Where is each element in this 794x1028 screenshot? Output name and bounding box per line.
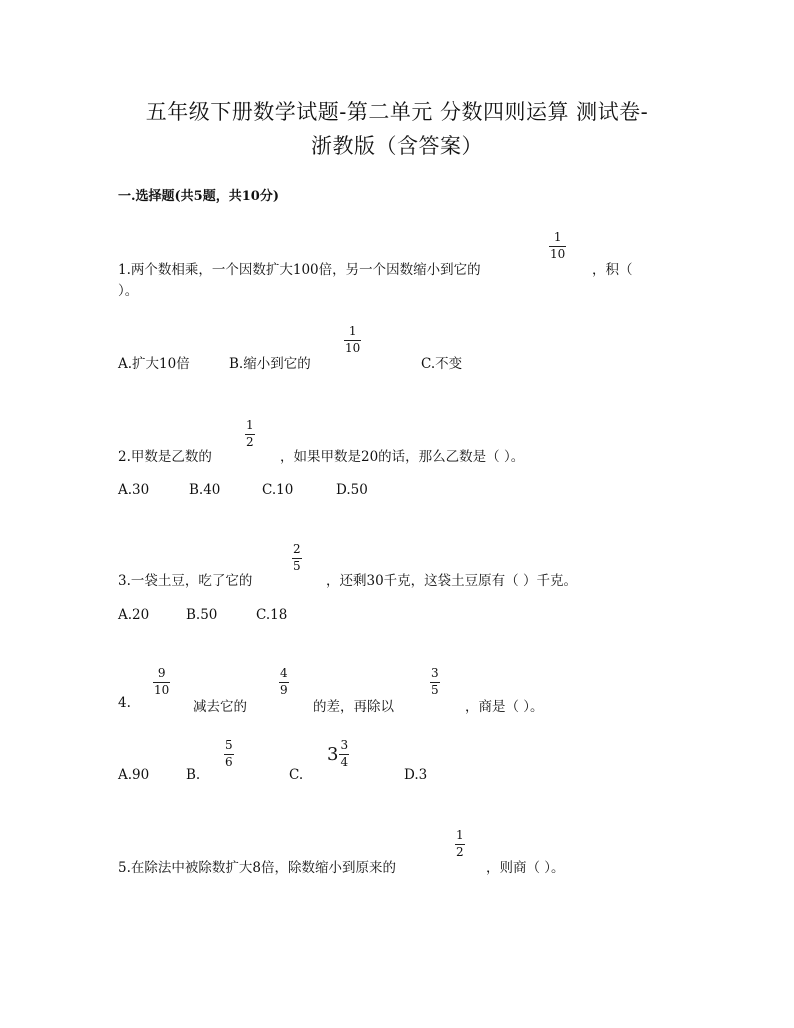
page-title-line-1: 五年级下册数学试题-第二单元 分数四则运算 测试卷-: [145, 100, 649, 124]
question-5-fraction: [455, 829, 465, 859]
question-4-option-b: B.: [186, 767, 201, 783]
fraction-numerator: 1: [246, 418, 254, 432]
question-2-option-b: B.40: [189, 482, 221, 498]
fraction-denominator: 10: [345, 341, 361, 355]
question-4-text-after: ，商是（ ）。: [465, 699, 544, 715]
fraction-denominator: 2: [246, 435, 254, 449]
fraction-denominator: 10: [154, 683, 170, 697]
question-2-text: 2.甲数是乙数的: [118, 449, 212, 465]
fraction-numerator: 2: [293, 542, 301, 556]
question-1-text: 1.两个数相乘，一个因数扩大100倍，另一个因数缩小到它的: [118, 262, 481, 278]
question-2-option-d: D.50: [336, 482, 368, 498]
question-1-option-a: A.扩大10倍: [118, 356, 190, 372]
question-4-text: 4.: [118, 695, 131, 711]
question-1-fraction: [549, 231, 566, 261]
mixed-number-whole: 3: [327, 743, 339, 765]
fraction-numerator: 1: [348, 324, 357, 338]
question-4-fraction-1: [153, 667, 170, 697]
fraction-denominator: 10: [550, 247, 566, 261]
fraction-denominator: 4: [340, 755, 349, 769]
question-3-option-c: C.18: [256, 607, 288, 623]
fraction-denominator: 5: [431, 683, 439, 697]
question-2-text-after: ，如果甲数是20的话，那么乙数是（ ）。: [280, 449, 525, 465]
fraction-numerator: 3: [431, 666, 439, 680]
question-5-text: 5.在除法中被除数扩大8倍，除数缩小到原来的: [118, 860, 396, 876]
question-2-fraction: [245, 419, 255, 449]
question-3-option-b: B.50: [186, 607, 218, 623]
question-4-fraction-3: [430, 667, 440, 697]
question-4-fraction-2: [279, 667, 289, 697]
question-4-option-b-fraction: [224, 739, 234, 769]
question-3-text: 3.一袋土豆，吃了它的: [118, 573, 253, 589]
question-4-option-c: C.: [289, 767, 304, 783]
question-1-text-line-2: ）。: [118, 283, 139, 299]
question-4-option-c-mixed-number: [327, 739, 349, 769]
fraction-numerator: 5: [225, 738, 233, 752]
question-1-text-after: ，积（: [592, 262, 633, 278]
question-3-text-after: ，还剩30千克，这袋土豆原有（ ）千克。: [326, 573, 577, 589]
question-5-text-after: ，则商（ ）。: [486, 860, 565, 876]
question-1-option-b: B.缩小到它的: [229, 356, 311, 372]
fraction-denominator: 9: [280, 683, 288, 697]
fraction-denominator: 5: [293, 559, 301, 573]
question-2-option-a: A.30: [118, 482, 150, 498]
question-4-text-mid-1: 减去它的: [193, 699, 247, 715]
section-heading: 一.选择题(共5题，共10分): [118, 189, 279, 204]
question-3-option-a: A.20: [118, 607, 150, 623]
fraction-numerator: 4: [280, 666, 288, 680]
fraction-denominator: 6: [225, 755, 233, 769]
question-1-option-c: C.不变: [421, 356, 463, 372]
fraction-numerator: 3: [340, 738, 349, 752]
fraction-numerator: 1: [456, 828, 464, 842]
question-4-option-a: A.90: [118, 767, 150, 783]
mixed-number-fraction: [339, 739, 349, 769]
fraction-numerator: 1: [553, 230, 562, 244]
question-3-fraction: [292, 543, 302, 573]
fraction-numerator: 9: [157, 666, 166, 680]
page-title-line-2: 浙教版（含答案）: [311, 134, 483, 158]
question-4-option-d: D.3: [404, 767, 428, 783]
question-4-text-mid-2: 的差，再除以: [313, 699, 394, 715]
question-1-option-b-fraction: [344, 325, 361, 355]
question-2-option-c: C.10: [262, 482, 294, 498]
fraction-denominator: 2: [456, 845, 464, 859]
